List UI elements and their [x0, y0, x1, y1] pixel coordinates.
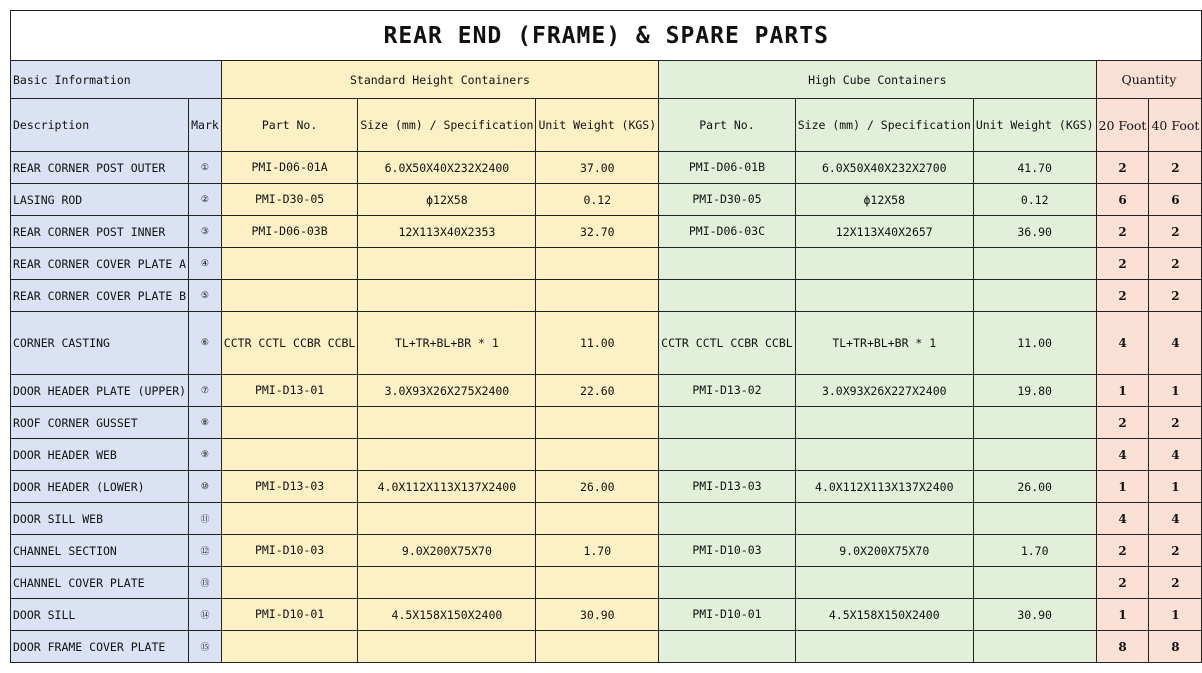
- cell-qty-40-foot: 8: [1149, 631, 1202, 663]
- cell-hc-part-no: PMI-D06-03C: [659, 216, 796, 248]
- cell-hc-weight: 0.12: [973, 184, 1096, 216]
- cell-std-size: [358, 248, 536, 280]
- cell-hc-size: TL+TR+BL+BR * 1: [795, 312, 973, 375]
- cell-mark: ②: [189, 184, 222, 216]
- cell-hc-part-no: PMI-D06-01B: [659, 152, 796, 184]
- cell-hc-part-no: [659, 503, 796, 535]
- cell-std-weight: 1.70: [536, 535, 659, 567]
- cell-hc-part-no: [659, 248, 796, 280]
- cell-std-weight: 32.70: [536, 216, 659, 248]
- cell-std-size: [358, 439, 536, 471]
- cell-hc-weight: 19.80: [973, 375, 1096, 407]
- cell-std-size: [358, 407, 536, 439]
- cell-hc-weight: 26.00: [973, 471, 1096, 503]
- cell-qty-20-foot: 4: [1096, 503, 1149, 535]
- cell-description: DOOR HEADER (LOWER): [11, 471, 189, 503]
- cell-qty-20-foot: 1: [1096, 599, 1149, 631]
- cell-hc-size: [795, 248, 973, 280]
- cell-description: DOOR SILL: [11, 599, 189, 631]
- table-row: [11, 248, 1202, 280]
- cell-std-part-no: PMI-D13-03: [221, 471, 358, 503]
- header-hc-size: Size (mm) / Specification: [795, 99, 973, 152]
- cell-std-part-no: [221, 567, 358, 599]
- cell-mark: ③: [189, 216, 222, 248]
- header-std-part-no: Part No.: [221, 99, 358, 152]
- cell-hc-size: [795, 567, 973, 599]
- cell-std-weight: 0.12: [536, 184, 659, 216]
- cell-hc-part-no: [659, 407, 796, 439]
- cell-mark: ⑬: [189, 567, 222, 599]
- cell-hc-weight: [973, 439, 1096, 471]
- cell-mark: ⑩: [189, 471, 222, 503]
- cell-description: DOOR SILL WEB: [11, 503, 189, 535]
- cell-hc-part-no: [659, 567, 796, 599]
- cell-hc-weight: 41.70: [973, 152, 1096, 184]
- cell-hc-size: ϕ12X58: [795, 184, 973, 216]
- cell-qty-40-foot: 2: [1149, 216, 1202, 248]
- cell-std-weight: [536, 439, 659, 471]
- group-standard-height: Standard Height Containers: [221, 61, 658, 99]
- cell-hc-part-no: PMI-D13-03: [659, 471, 796, 503]
- cell-qty-40-foot: 2: [1149, 152, 1202, 184]
- cell-std-weight: 30.90: [536, 599, 659, 631]
- cell-qty-40-foot: 4: [1149, 439, 1202, 471]
- cell-qty-20-foot: 6: [1096, 184, 1149, 216]
- header-mark: Mark: [189, 99, 222, 152]
- cell-hc-part-no: PMI-D10-03: [659, 535, 796, 567]
- cell-std-size: 12X113X40X2353: [358, 216, 536, 248]
- cell-hc-size: [795, 439, 973, 471]
- cell-description: LASING ROD: [11, 184, 189, 216]
- cell-qty-20-foot: 2: [1096, 407, 1149, 439]
- table-row: [11, 312, 1202, 375]
- cell-hc-size: [795, 407, 973, 439]
- cell-mark: ④: [189, 248, 222, 280]
- cell-qty-20-foot: 8: [1096, 631, 1149, 663]
- cell-std-part-no: [221, 631, 358, 663]
- table-row: [11, 152, 1202, 184]
- cell-hc-part-no: PMI-D13-02: [659, 375, 796, 407]
- cell-qty-20-foot: 2: [1096, 567, 1149, 599]
- cell-qty-40-foot: 1: [1149, 599, 1202, 631]
- cell-hc-part-no: PMI-D10-01: [659, 599, 796, 631]
- cell-mark: ⑧: [189, 407, 222, 439]
- cell-description: DOOR HEADER WEB: [11, 439, 189, 471]
- cell-qty-40-foot: 4: [1149, 503, 1202, 535]
- cell-std-part-no: PMI-D10-03: [221, 535, 358, 567]
- cell-qty-40-foot: 1: [1149, 471, 1202, 503]
- group-basic-information: Basic Information: [11, 61, 222, 99]
- cell-std-part-no: PMI-D06-01A: [221, 152, 358, 184]
- cell-std-weight: 11.00: [536, 312, 659, 375]
- cell-qty-20-foot: 2: [1096, 152, 1149, 184]
- cell-std-weight: [536, 280, 659, 312]
- cell-hc-weight: [973, 503, 1096, 535]
- cell-hc-part-no: CCTR CCTL CCBR CCBL: [659, 312, 796, 375]
- cell-qty-20-foot: 4: [1096, 312, 1149, 375]
- cell-mark: ⑫: [189, 535, 222, 567]
- cell-std-size: 3.0X93X26X275X2400: [358, 375, 536, 407]
- cell-description: CORNER CASTING: [11, 312, 189, 375]
- cell-description: REAR CORNER POST INNER: [11, 216, 189, 248]
- group-quantity: Quantity: [1096, 61, 1202, 99]
- cell-std-weight: [536, 503, 659, 535]
- cell-std-size: 4.0X112X113X137X2400: [358, 471, 536, 503]
- cell-hc-weight: [973, 407, 1096, 439]
- cell-hc-weight: 30.90: [973, 599, 1096, 631]
- cell-std-size: [358, 567, 536, 599]
- cell-description: REAR CORNER COVER PLATE B: [11, 280, 189, 312]
- table-row: [11, 280, 1202, 312]
- cell-std-part-no: PMI-D10-01: [221, 599, 358, 631]
- cell-std-weight: [536, 248, 659, 280]
- header-hc-weight: Unit Weight (KGS): [973, 99, 1096, 152]
- cell-std-size: 6.0X50X40X232X2400: [358, 152, 536, 184]
- table-row: [11, 375, 1202, 407]
- cell-qty-40-foot: 6: [1149, 184, 1202, 216]
- cell-hc-size: [795, 631, 973, 663]
- header-hc-part-no: Part No.: [659, 99, 796, 152]
- cell-std-weight: [536, 567, 659, 599]
- cell-hc-weight: [973, 631, 1096, 663]
- cell-hc-size: 4.5X158X150X2400: [795, 599, 973, 631]
- cell-qty-20-foot: 2: [1096, 280, 1149, 312]
- group-high-cube: High Cube Containers: [659, 61, 1096, 99]
- cell-std-weight: 37.00: [536, 152, 659, 184]
- cell-std-part-no: [221, 280, 358, 312]
- cell-qty-20-foot: 1: [1096, 375, 1149, 407]
- cell-qty-40-foot: 2: [1149, 535, 1202, 567]
- cell-hc-size: 4.0X112X113X137X2400: [795, 471, 973, 503]
- table-row: [11, 184, 1202, 216]
- cell-std-part-no: PMI-D30-05: [221, 184, 358, 216]
- table-row: [11, 631, 1202, 663]
- cell-qty-40-foot: 2: [1149, 567, 1202, 599]
- cell-mark: ⑨: [189, 439, 222, 471]
- cell-std-size: TL+TR+BL+BR * 1: [358, 312, 536, 375]
- cell-mark: ⑤: [189, 280, 222, 312]
- table-row: [11, 503, 1202, 535]
- table-row: [11, 407, 1202, 439]
- cell-mark: ⑭: [189, 599, 222, 631]
- cell-hc-weight: [973, 280, 1096, 312]
- table-row: [11, 567, 1202, 599]
- cell-description: CHANNEL SECTION: [11, 535, 189, 567]
- cell-hc-size: 6.0X50X40X232X2700: [795, 152, 973, 184]
- cell-description: DOOR HEADER PLATE (UPPER): [11, 375, 189, 407]
- cell-hc-weight: [973, 248, 1096, 280]
- cell-qty-40-foot: 2: [1149, 280, 1202, 312]
- cell-std-size: [358, 503, 536, 535]
- table-row: [11, 471, 1202, 503]
- header-40-foot: 40 Foot: [1149, 99, 1202, 152]
- header-std-weight: Unit Weight (KGS): [536, 99, 659, 152]
- table-row: [11, 216, 1202, 248]
- cell-hc-part-no: [659, 439, 796, 471]
- cell-description: DOOR FRAME COVER PLATE: [11, 631, 189, 663]
- cell-qty-20-foot: 2: [1096, 216, 1149, 248]
- cell-std-weight: 22.60: [536, 375, 659, 407]
- cell-std-size: 9.0X200X75X70: [358, 535, 536, 567]
- cell-std-weight: [536, 407, 659, 439]
- cell-qty-40-foot: 1: [1149, 375, 1202, 407]
- cell-qty-20-foot: 1: [1096, 471, 1149, 503]
- cell-mark: ①: [189, 152, 222, 184]
- cell-std-weight: [536, 631, 659, 663]
- cell-std-size: 4.5X158X150X2400: [358, 599, 536, 631]
- cell-hc-weight: 36.90: [973, 216, 1096, 248]
- cell-qty-40-foot: 4: [1149, 312, 1202, 375]
- cell-hc-size: 9.0X200X75X70: [795, 535, 973, 567]
- cell-qty-20-foot: 4: [1096, 439, 1149, 471]
- cell-hc-weight: [973, 567, 1096, 599]
- cell-qty-40-foot: 2: [1149, 407, 1202, 439]
- cell-description: REAR CORNER COVER PLATE A: [11, 248, 189, 280]
- sheet-title: REAR END (FRAME) & SPARE PARTS: [11, 11, 1202, 61]
- cell-hc-part-no: [659, 280, 796, 312]
- cell-hc-size: 3.0X93X26X227X2400: [795, 375, 973, 407]
- cell-mark: ⑦: [189, 375, 222, 407]
- cell-std-part-no: [221, 248, 358, 280]
- cell-std-weight: 26.00: [536, 471, 659, 503]
- cell-std-size: [358, 280, 536, 312]
- cell-std-part-no: [221, 407, 358, 439]
- cell-hc-weight: 1.70: [973, 535, 1096, 567]
- cell-description: REAR CORNER POST OUTER: [11, 152, 189, 184]
- cell-mark: ⑪: [189, 503, 222, 535]
- cell-description: CHANNEL COVER PLATE: [11, 567, 189, 599]
- cell-qty-20-foot: 2: [1096, 248, 1149, 280]
- cell-std-part-no: PMI-D13-01: [221, 375, 358, 407]
- cell-hc-part-no: [659, 631, 796, 663]
- table-row: [11, 535, 1202, 567]
- cell-qty-20-foot: 2: [1096, 535, 1149, 567]
- cell-std-size: ϕ12X58: [358, 184, 536, 216]
- cell-hc-size: [795, 503, 973, 535]
- cell-description: ROOF CORNER GUSSET: [11, 407, 189, 439]
- header-description: Description: [11, 99, 189, 152]
- header-20-foot: 20 Foot: [1096, 99, 1149, 152]
- table-row: [11, 439, 1202, 471]
- cell-qty-40-foot: 2: [1149, 248, 1202, 280]
- cell-std-part-no: [221, 439, 358, 471]
- cell-hc-weight: 11.00: [973, 312, 1096, 375]
- table-row: [11, 599, 1202, 631]
- cell-mark: ⑥: [189, 312, 222, 375]
- cell-hc-size: [795, 280, 973, 312]
- spare-parts-table: [10, 10, 1202, 663]
- cell-std-part-no: CCTR CCTL CCBR CCBL: [221, 312, 358, 375]
- cell-mark: ⑮: [189, 631, 222, 663]
- cell-hc-size: 12X113X40X2657: [795, 216, 973, 248]
- cell-std-size: [358, 631, 536, 663]
- cell-hc-part-no: PMI-D30-05: [659, 184, 796, 216]
- header-std-size: Size (mm) / Specification: [358, 99, 536, 152]
- cell-std-part-no: [221, 503, 358, 535]
- cell-std-part-no: PMI-D06-03B: [221, 216, 358, 248]
